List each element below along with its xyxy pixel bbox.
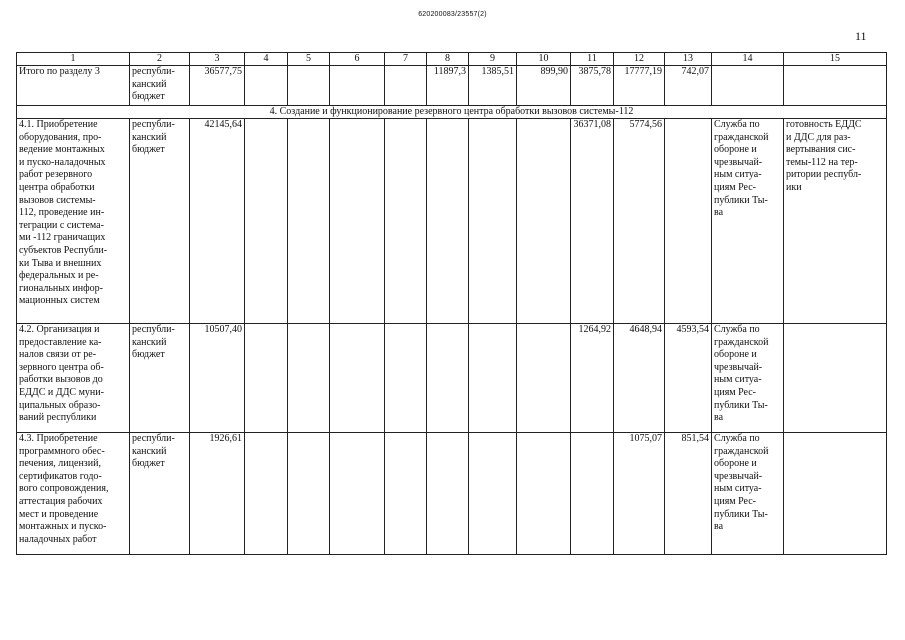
page-number: 11 [855, 29, 867, 43]
value-cell: 1075,07 [614, 433, 665, 555]
column-header: 9 [469, 53, 517, 66]
row-label: 4.3. Приобретение программного обес- печения, лицензий, сертификатов годо- вого сопровождения, аттестация рабочих мест и проведение монтажных и пуско- наладочных работ [17, 433, 130, 555]
empty-cell [288, 119, 330, 324]
empty-cell [517, 433, 571, 555]
responsible-agency: Служба по гражданской обороне и чрезвычай- ным ситуа- циям Рес- публики Ты- ва [712, 324, 784, 433]
value-cell: 10507,40 [190, 324, 245, 433]
responsible-agency: Служба по гражданской обороне и чрезвычай- ным ситуа- циям Рес- публики Ты- ва [712, 119, 784, 324]
empty-cell [330, 66, 385, 106]
empty-cell [330, 433, 385, 555]
column-header: 13 [665, 53, 712, 66]
column-header: 10 [517, 53, 571, 66]
row-label: 4.1. Приобретение оборудования, про- ведение монтажных и пуско-наладочных работ резервного центра обработки вызовов системы- 112, проведение ин- теграции с система- ми -112 граничащих субъектов Республи- ки Тыва и внешних федеральных и ре- гиональных инфор- мационных систем [17, 119, 130, 324]
table-row-section-3-total [17, 66, 887, 106]
empty-cell [385, 119, 427, 324]
budget-table [16, 52, 887, 555]
column-header: 15 [784, 53, 887, 66]
column-header: 7 [385, 53, 427, 66]
table-row-4-1 [17, 119, 887, 324]
expected-result [784, 433, 887, 555]
value-cell: 1385,51 [469, 66, 517, 106]
column-header: 5 [288, 53, 330, 66]
value-cell: 742,07 [665, 66, 712, 106]
value-cell: 4648,94 [614, 324, 665, 433]
document-id: 620200083/23557(2) [418, 11, 487, 18]
empty-cell [385, 433, 427, 555]
value-cell: 4593,54 [665, 324, 712, 433]
empty-cell [288, 324, 330, 433]
empty-cell [784, 66, 887, 106]
empty-cell [330, 119, 385, 324]
funding-source: республи- канский бюджет [130, 433, 190, 555]
column-header: 12 [614, 53, 665, 66]
row-label: 4.2. Организация и предоставление ка- налов связи от ре- зервного центра об- работки вызовов до ЕДДС и ДДС муни- ципальных образо- ваний республики [17, 324, 130, 433]
value-cell [571, 433, 614, 555]
empty-cell [469, 119, 517, 324]
column-header: 2 [130, 53, 190, 66]
row-label: Итого по разделу 3 [17, 66, 130, 106]
value-cell: 1264,92 [571, 324, 614, 433]
empty-cell [288, 433, 330, 555]
value-cell: 42145,64 [190, 119, 245, 324]
empty-cell [288, 66, 330, 106]
column-header: 1 [17, 53, 130, 66]
expected-result: готовность ЕДДС и ДДС для раз- вертывания сис- темы-112 на тер- ритории республ- ики [784, 119, 887, 324]
column-header: 6 [330, 53, 385, 66]
column-header: 14 [712, 53, 784, 66]
funding-source: республи- канский бюджет [130, 66, 190, 106]
column-header: 3 [190, 53, 245, 66]
empty-cell [385, 324, 427, 433]
value-cell: 36371,08 [571, 119, 614, 324]
value-cell: 17777,19 [614, 66, 665, 106]
value-cell: 36577,75 [190, 66, 245, 106]
empty-cell [245, 119, 288, 324]
funding-source: республи- канский бюджет [130, 119, 190, 324]
empty-cell [517, 119, 571, 324]
value-cell: 3875,78 [571, 66, 614, 106]
value-cell: 11897,3 [427, 66, 469, 106]
empty-cell [245, 324, 288, 433]
value-cell: 851,54 [665, 433, 712, 555]
empty-cell [427, 119, 469, 324]
empty-cell [427, 433, 469, 555]
column-header: 4 [245, 53, 288, 66]
expected-result [784, 324, 887, 433]
responsible-agency: Служба по гражданской обороне и чрезвычай- ным ситуа- циям Рес- публики Ты- ва [712, 433, 784, 555]
value-cell [665, 119, 712, 324]
column-header: 8 [427, 53, 469, 66]
column-header: 11 [571, 53, 614, 66]
value-cell: 1926,61 [190, 433, 245, 555]
empty-cell [245, 433, 288, 555]
value-cell: 5774,56 [614, 119, 665, 324]
funding-source: республи- канский бюджет [130, 324, 190, 433]
empty-cell [245, 66, 288, 106]
table-row-4-2 [17, 324, 887, 433]
section-title: 4. Создание и функционирование резервного центра обработки вызовов системы-112 [17, 106, 887, 119]
value-cell: 899,90 [517, 66, 571, 106]
section-title-row [17, 106, 887, 119]
empty-cell [427, 324, 469, 433]
empty-cell [385, 66, 427, 106]
table-header-row [17, 53, 887, 66]
empty-cell [469, 433, 517, 555]
empty-cell [469, 324, 517, 433]
table-row-4-3 [17, 433, 887, 555]
empty-cell [517, 324, 571, 433]
empty-cell [712, 66, 784, 106]
empty-cell [330, 324, 385, 433]
